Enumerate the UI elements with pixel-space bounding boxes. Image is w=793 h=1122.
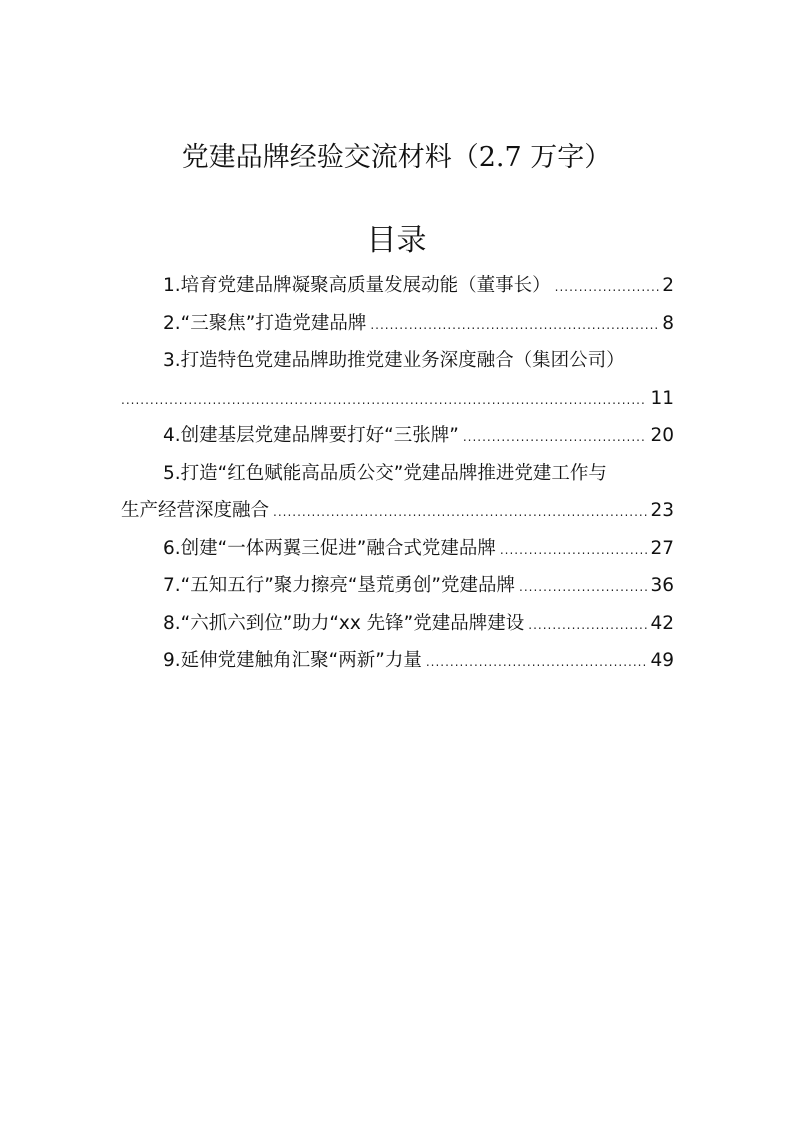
toc-page-number: 2 [662, 275, 674, 296]
toc-entry-title: 5.打造“红色赋能高品质公交”党建品牌推进党建工作与 [163, 462, 607, 484]
toc-heading: 目录 [366, 223, 427, 258]
dot-leader [519, 569, 647, 605]
toc-entry-1[interactable] [121, 267, 674, 305]
toc-page-number: 42 [650, 612, 674, 634]
toc-page-number: 27 [650, 537, 674, 559]
toc-entry-4[interactable] [121, 417, 674, 455]
toc-entry-title: 1.培育党建品牌凝聚高质量发展动能（董事长） [163, 275, 551, 296]
toc-entry-title: 6.创建“一体两翼三促进”融合式党建品牌 [163, 537, 496, 559]
toc-page-number: 36 [650, 575, 674, 596]
toc-entry-5[interactable] [121, 455, 674, 493]
toc-page-number: 49 [650, 650, 674, 671]
toc-entry-title: 9.延伸党建触角汇聚“两新”力量 [163, 650, 422, 671]
toc-page-number: 23 [650, 500, 674, 521]
dot-leader [555, 269, 660, 305]
toc-entry-3[interactable] [121, 342, 674, 380]
toc-page-number: 11 [650, 387, 674, 409]
toc-entry-6[interactable] [121, 530, 674, 568]
toc-entry-8[interactable] [121, 605, 674, 643]
document-title: 党建品牌经验交流材料（2.7 万字） [181, 142, 612, 173]
dot-leader [500, 532, 648, 568]
toc-entry-3-continuation[interactable] [121, 380, 674, 418]
toc-entry-7[interactable] [121, 567, 674, 605]
toc-entry-title: 2.“三聚焦”打造党建品牌 [163, 312, 367, 334]
toc-entry-title: 3.打造特色党建品牌助推党建业务深度融合（集团公司） [163, 350, 625, 371]
toc-entry-2[interactable] [121, 305, 674, 343]
toc-entry-title: 8.“六抓六到位”助力“xx 先锋”党建品牌建设 [163, 612, 525, 634]
dot-leader [426, 644, 648, 680]
dot-leader [370, 307, 659, 343]
dot-leader [273, 494, 647, 530]
toc-entry-title-continued: 生产经营深度融合 [121, 500, 270, 521]
toc-page-number: 20 [650, 425, 674, 446]
toc-entry-title: 4.创建基层党建品牌要打好“三张牌” [163, 425, 459, 446]
dot-leader [528, 607, 647, 643]
table-of-contents [121, 267, 674, 680]
toc-page-number: 8 [662, 312, 674, 334]
toc-entry-title: 7.“五知五行”聚力擦亮“垦荒勇创”党建品牌 [163, 575, 515, 596]
toc-entry-5-continuation[interactable] [121, 492, 674, 530]
dot-leader [121, 382, 647, 418]
dot-leader [463, 419, 648, 455]
toc-entry-9[interactable] [121, 642, 674, 680]
